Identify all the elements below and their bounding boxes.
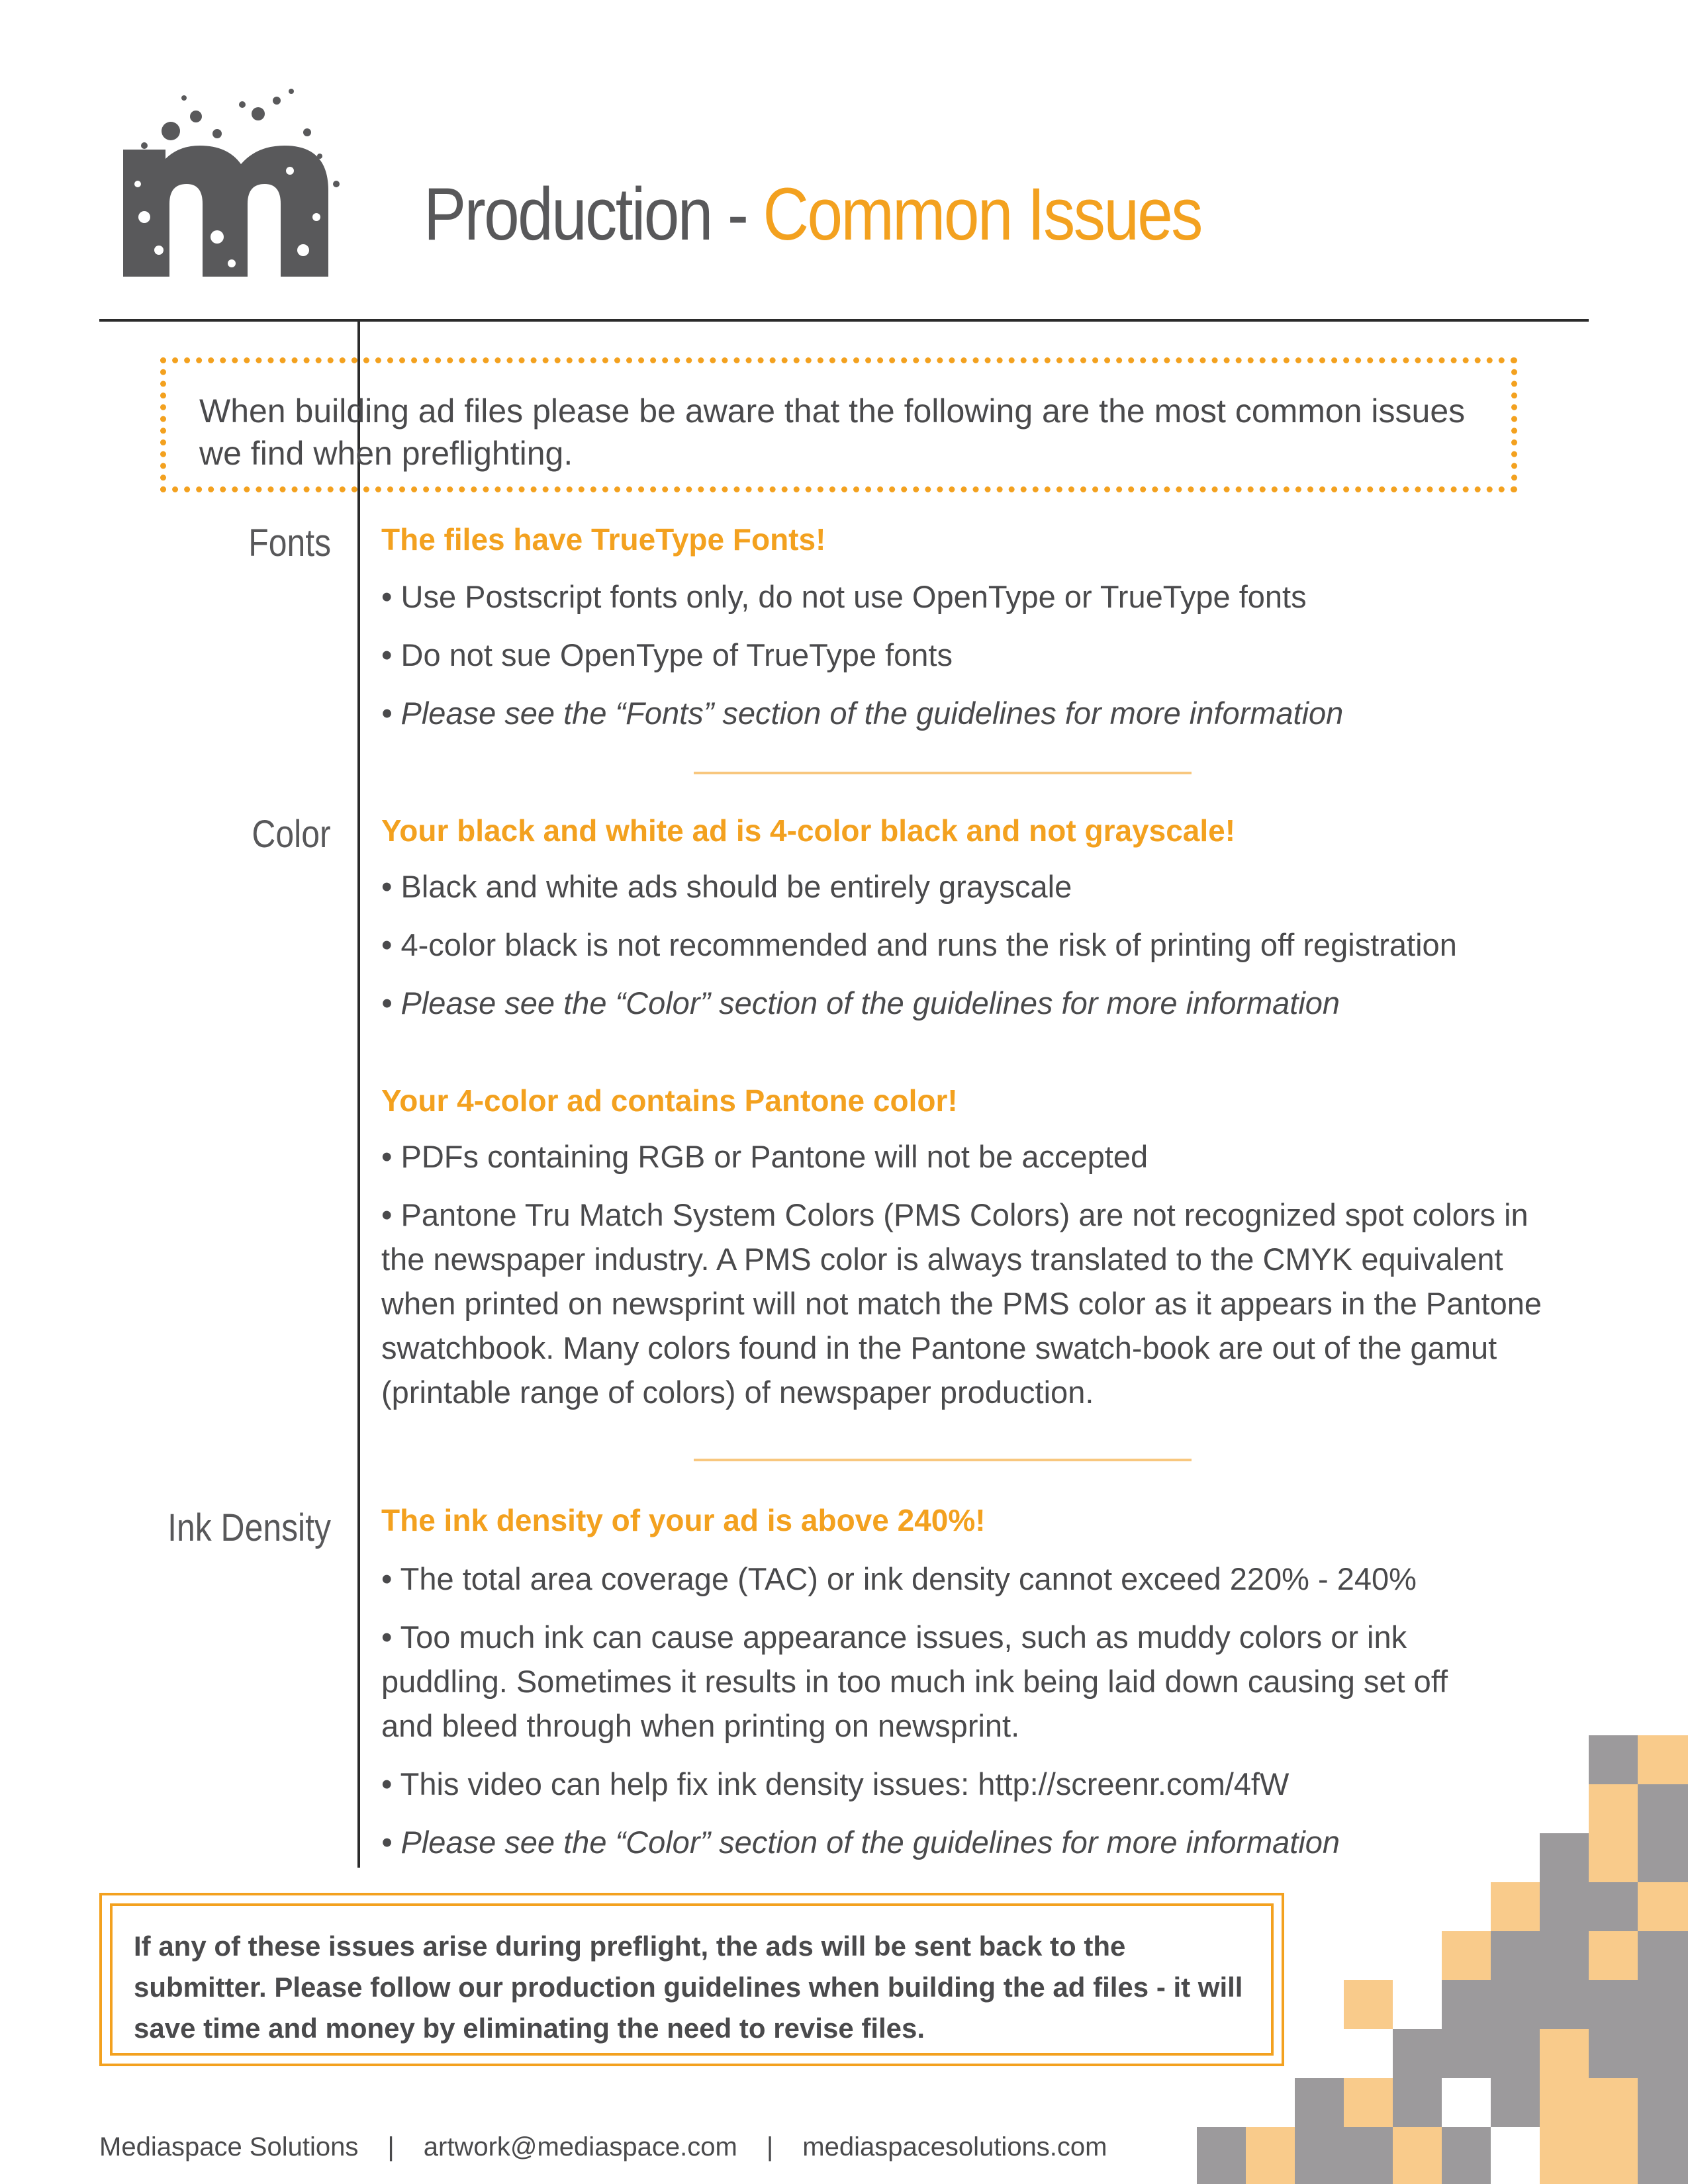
section-label-fonts: Fonts [248,522,331,565]
color-bullet-3: • Please see the “Color” section of the guidelines for more information [381,985,1340,1021]
section-vertical-rule [357,319,360,1868]
footer-email-link[interactable]: artwork@mediaspace.com [423,2132,737,2161]
footer-separator: | [766,2132,774,2161]
section-label-ink-density: Ink Density [167,1506,331,1549]
notice-box [99,1893,1284,2066]
title-part-2: Common Issues [763,173,1201,255]
ink-heading: The ink density of your ad is above 240%! [381,1503,986,1537]
intro-text: When building ad files please be aware that the following are the most common issues we find when preflighting. [199,392,1466,472]
color-bullet-2: • 4-color black is not recommended and runs the risk of printing off registration [381,927,1457,962]
footer-separator: | [387,2132,395,2161]
intro-box [160,357,1517,492]
color-bullet-4: • PDFs containing RGB or Pantone will not be accepted [381,1139,1149,1174]
page-title [424,173,1201,255]
header-rule [99,319,1589,322]
color-heading-2: Your 4-color ad contains Pantone color! [381,1083,958,1118]
fonts-heading: The files have TrueType Fonts! [381,522,826,557]
footer-website-link[interactable]: mediaspacesolutions.com [802,2132,1107,2161]
color-bullet-1: • Black and white ads should be entirely grayscale [381,869,1072,904]
fonts-bullet-3: • Please see the “Fonts” section of the guidelines for more information [381,696,1344,731]
section-label-color: Color [252,813,331,856]
color-heading-1: Your black and white ad is 4-color black and not grayscale! [381,813,1236,848]
fonts-bullet-1: • Use Postscript fonts only, do not use OpenType or TrueType fonts [381,579,1307,614]
footer [99,2132,1107,2162]
decorative-mosaic [1178,1721,1688,2184]
color-bullet-5: • Pantone Tru Match System Colors (PMS Colors) are not recognized spot colors in the newspaper industry. A PMS color is always translated to the CMYK equivalent when printed on newsprint will not match the PMS color as it appears in the Pantone swatchbook. Many colors found in the Pantone swatch-book are out of the gamut (printable range of colors) of newspaper production. [381,1197,1542,1410]
notice-text: If any of these issues arise during preflight, the ads will be sent back to the submitter. Please follow our production guidelines when building the ad files - it will save time and money by eliminating the need to revise files. [134,1931,1243,2044]
notice-inner-border [110,1903,1274,2056]
fonts-bullet-2: • Do not sue OpenType of TrueType fonts [381,637,953,672]
ink-bullet-2: • Too much ink can cause appearance issues, such as muddy colors or ink puddling. Sometimes it results in too much ink being laid down causing set off and bleed through when printing on newsprint. [381,1619,1448,1743]
mediaspace-m-logo-icon [118,85,356,277]
title-part-1: Production - [424,173,763,255]
section-divider [694,1459,1192,1461]
ink-bullet-4: • Please see the “Color” section of the guidelines for more information [381,1825,1340,1860]
ink-bullet-1: • The total area coverage (TAC) or ink density cannot exceed 220% - 240% [381,1561,1417,1596]
section-divider [694,772,1192,774]
footer-company: Mediaspace Solutions [99,2132,359,2161]
ink-bullet-3: • This video can help fix ink density issues: http://screenr.com/4fW [381,1766,1289,1801]
